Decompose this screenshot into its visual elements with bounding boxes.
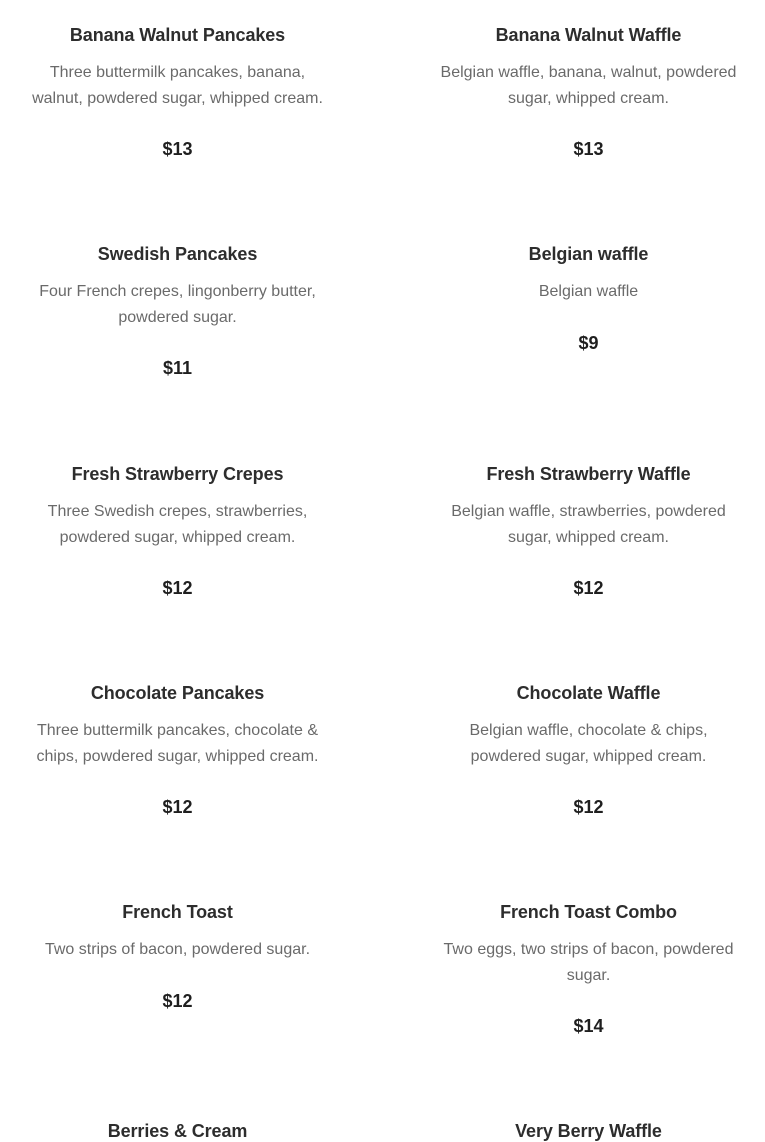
- menu-item-description: Four French crepes, lingonberry butter, powdered sugar.: [39, 283, 316, 326]
- menu-item-title: Fresh Strawberry Crepes: [71, 464, 284, 484]
- menu-item-price: $13: [573, 139, 604, 159]
- menu-item-price: $12: [162, 578, 193, 598]
- menu-item-title: French Toast: [122, 902, 233, 922]
- menu-item-price: $9: [578, 332, 599, 353]
- menu-item-description: Three buttermilk pancakes, chocolate & chips, powdered sugar, whipped cream.: [36, 722, 319, 765]
- menu-item-price: $14: [573, 1016, 604, 1036]
- menu-item-description: Belgian waffle, strawberries, powdered sugar, whipped cream.: [451, 503, 726, 546]
- menu-item: [20, 243, 335, 379]
- menu-item-title: Banana Walnut Pancakes: [69, 25, 286, 45]
- menu-item: [431, 243, 746, 354]
- menu-item-price: $11: [162, 358, 193, 378]
- menu-item: [431, 463, 746, 599]
- menu-item-title: Swedish Pancakes: [97, 244, 258, 264]
- menu-item-price: $13: [162, 139, 193, 159]
- menu-item: [20, 682, 335, 818]
- menu-item-title: French Toast Combo: [500, 902, 677, 922]
- menu-item: [20, 24, 335, 160]
- menu-item-price: $12: [573, 578, 604, 598]
- menu-item-description: Belgian waffle, banana, walnut, powdered sugar, whipped cream.: [440, 64, 737, 107]
- menu-item-price: $12: [573, 797, 604, 817]
- menu-item-description: Belgian waffle: [538, 283, 639, 300]
- menu-item: [20, 1120, 335, 1142]
- menu-item-description: Belgian waffle, chocolate & chips, powdered sugar, whipped cream.: [469, 722, 708, 765]
- menu-item-price: $12: [162, 990, 193, 1011]
- menu-item-price: $12: [162, 797, 193, 817]
- menu-item: [431, 682, 746, 818]
- menu-item-title: Chocolate Waffle: [516, 683, 661, 703]
- menu-item-description: Two strips of bacon, powdered sugar.: [44, 941, 311, 958]
- menu-item-title: Chocolate Pancakes: [90, 683, 265, 703]
- menu-item-description: Three buttermilk pancakes, banana, walnut, powdered sugar, whipped cream.: [32, 64, 323, 107]
- menu-item: [20, 901, 335, 1012]
- menu-item-title: Banana Walnut Waffle: [495, 25, 682, 45]
- menu-item-description: Two eggs, two strips of bacon, powdered sugar.: [443, 941, 734, 984]
- menu-item-title: Very Berry Waffle: [515, 1121, 662, 1141]
- menu-item: [431, 24, 746, 160]
- menu-item-title: Fresh Strawberry Waffle: [486, 464, 691, 484]
- menu-item: [431, 1120, 746, 1142]
- menu-item-title: Berries & Cream: [107, 1121, 248, 1141]
- menu-item: [431, 901, 746, 1037]
- menu-item-title: Belgian waffle: [528, 244, 649, 264]
- menu-item: [20, 463, 335, 599]
- menu-item-description: Three Swedish crepes, strawberries, powdered sugar, whipped cream.: [47, 503, 308, 546]
